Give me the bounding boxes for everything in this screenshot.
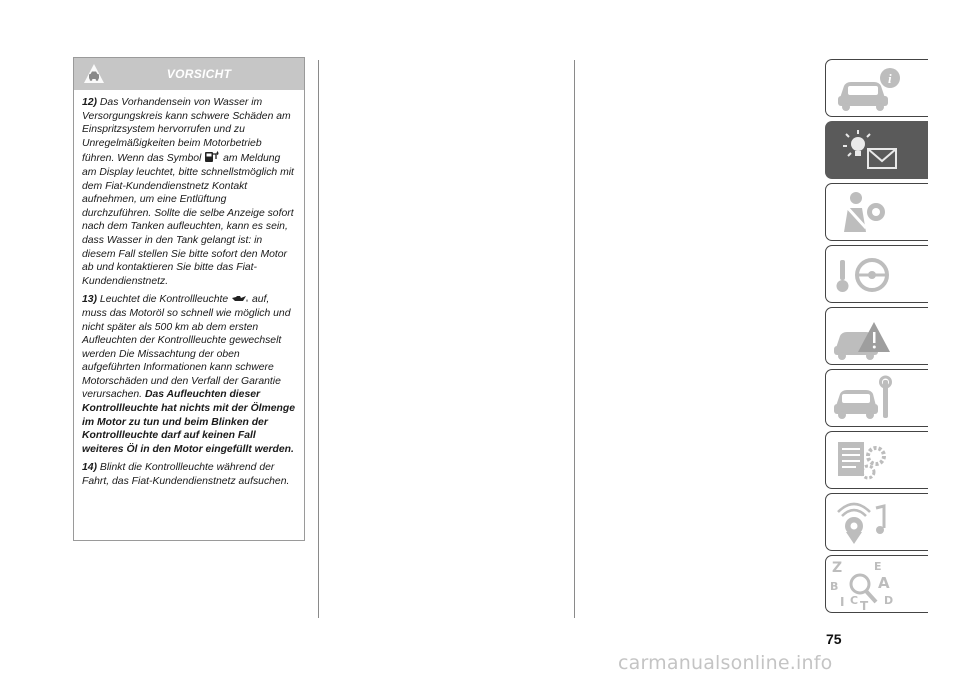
caution-body [74,90,304,489]
svg-text:C: C [850,594,859,607]
note-number: 14) [82,462,98,474]
tab-safety[interactable] [825,183,928,241]
maintenance-icon [826,370,928,427]
tab-technical-data[interactable] [825,431,928,489]
watermark: carmanualsonline.info [618,652,833,674]
car-info-icon [826,60,928,117]
note-text: auf, muss das Motoröl so schnell wie möglich und nicht später als 500 km ab dem ersten Aufleuchten der Kontrollleuchte gewechselt werden Die Missachtung der oben aufgeführten Informationen kann schwere Motorschäden und den Verfall der Garantie verursachen. [82,294,291,401]
starting-driving-icon [826,246,928,303]
page-number: 75 [826,631,842,647]
tab-maintenance[interactable] [825,369,928,427]
note-12 [82,96,296,288]
svg-text:T: T [860,599,869,613]
svg-text:E: E [874,560,882,573]
svg-text:i: i [888,71,892,86]
note-number: 13) [82,294,98,306]
svg-text:Z: Z [832,560,843,576]
note-text: Blinkt die Kontrollleuchte während der Fahrt, das Fiat-Kundendienstnetz aufsuchen. [82,462,290,488]
note-text: am Meldung am Display leuchtet, bitte schnellstmöglich mit dem Fiat-Kundendienstnetz Kontakt aufnehmen, um eine Entlüftung durchzuführen. Sollte die selbe Anzeige sofort nach dem Tanken aufleuchten, kann es sein, dass Wasser in den Tank gelangt ist: in diesem Fall stellen Sie bitte sofort den Motor ab und kontaktieren Sie bitte das Fiat-Kundendienstnetz. [82,153,294,287]
svg-text:I: I [840,595,845,609]
tab-multimedia[interactable] [825,493,928,551]
tab-starting-driving[interactable] [825,245,928,303]
svg-text:A: A [878,574,890,592]
water-in-fuel-icon [204,150,220,163]
column-divider [318,60,319,618]
safety-seatbelt-airbag-icon [826,184,928,241]
index-icon [826,556,928,613]
caution-header [74,58,304,90]
note-text: Leuchtet die Kontrollleuchte [99,294,229,306]
technical-data-icon [826,432,928,489]
tab-index[interactable] [825,555,928,613]
multimedia-icon [826,494,928,551]
tab-warning-lights[interactable] [825,121,928,179]
svg-text:B: B [830,580,839,593]
tab-emergency[interactable] [825,307,928,365]
note-13 [82,293,296,456]
oil-can-icon [231,294,249,304]
note-number: 12) [82,97,98,108]
svg-text:D: D [884,594,894,607]
note-14 [82,461,296,488]
caution-title: VORSICHT [166,67,232,81]
tab-car-info[interactable] [825,59,928,117]
note-bold-text: Das Aufleuchten dieser Kontrollleuchte hat nichts mit der Ölmenge im Motor zu tun und beim Blinken der Kontrollleuchte darf auf keinen Fall weiteres Öl in den Motor eingefüllt werden. [82,389,296,455]
caution-box [73,57,305,541]
note-text: Das Vorhandensein von Wasser im Versorgungskreis kann schwere Schäden am Einspritzsystem hervorrufen und zu Unregelmäßigkeiten beim Motorbetrieb führen. Wenn das Symbol [82,97,291,165]
warning-lights-messages-icon [826,122,928,179]
column-divider [574,60,575,618]
emergency-icon [826,308,928,365]
